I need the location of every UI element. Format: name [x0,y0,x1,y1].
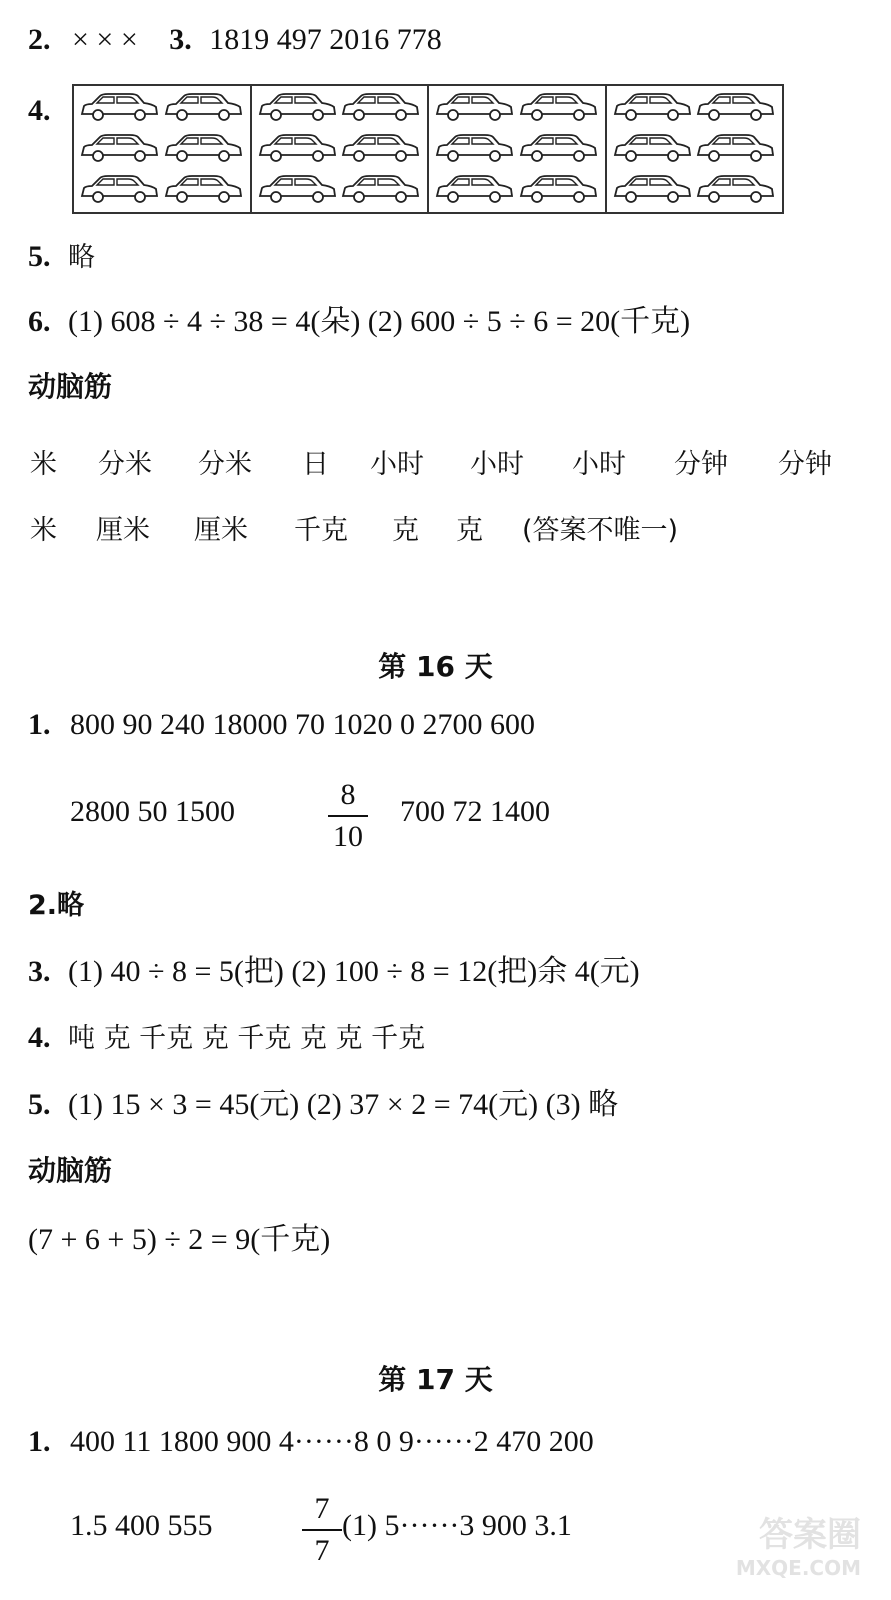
day16-q1-row2 [70,797,235,827]
car-icon [78,129,162,170]
car-group [429,86,607,212]
fraction [328,778,368,854]
day16-brain-answer [28,1225,330,1255]
answer-word: 克 [392,515,419,546]
section-title: 动脑筋 [28,370,113,403]
fraction-numerator: 8 [340,778,356,811]
answer-text: (1) 40 ÷ 8 = 5(把) (2) 100 ÷ 8 = 12(把)余 4(元) [68,955,640,988]
answer-word: 小时 [470,449,524,480]
car-group [74,86,252,212]
answer-values: 700 72 1400 [400,795,550,828]
answer-row-2-3 [28,25,442,55]
answer-text: (7 + 6 + 5) ÷ 2 = 9(千克) [28,1223,331,1256]
answer-word: 厘米 [96,515,150,546]
day16-q3 [28,957,640,987]
car-icon [78,170,162,211]
watermark [736,1507,861,1580]
day16-q1-row2b [400,797,550,827]
answer-text: 略 [68,242,95,273]
watermark-logo: 答案圈 [759,1515,861,1555]
fraction-numerator: 7 [314,1492,330,1525]
car-icon [611,129,695,170]
car-icon [433,129,517,170]
fraction-bar [302,1529,342,1531]
fraction [302,1492,342,1568]
question-4-label: 4. [28,94,51,127]
fraction-denominator: 10 [333,820,363,853]
answer-word: 日 [302,449,329,480]
car-icon [256,88,340,129]
answer-values: 1.5 400 555 [70,1509,213,1542]
question-number: 3. [28,955,51,988]
car-icon [339,88,423,129]
car-icon [256,170,340,211]
answer-word: 分钟 [674,449,728,480]
car-icon [517,88,601,129]
answer-word: 小时 [572,449,626,480]
answer-word: 千克 [294,515,348,546]
answer-values: (1) 5······3 900 3.1 [342,1509,572,1542]
day-title: 第 16 天 [378,650,493,683]
car-icon [433,170,517,211]
day17-q1-row2 [70,1511,213,1541]
car-icon [162,129,246,170]
answer-word: (答案不唯一) [522,515,679,546]
car-icon [517,170,601,211]
answer-values: 2800 50 1500 [70,795,235,828]
day-title: 第 17 天 [378,1363,493,1396]
question-number: 5. [28,1088,51,1121]
car-icon [162,170,246,211]
question-number: 6. [28,305,51,338]
answer-row-6 [28,307,690,337]
car-group [607,86,783,212]
answer-word: 分米 [98,449,152,480]
fraction-denominator: 7 [314,1534,330,1567]
day17-q1-row1 [28,1427,594,1457]
car-icon [611,88,695,129]
day16-q4 [28,1023,425,1053]
answer-text: (1) 608 ÷ 4 ÷ 38 = 4(朵) (2) 600 ÷ 5 ÷ 6 = 20(千克) [68,305,691,338]
question-number: 1. [28,1425,51,1458]
answer-word: 分米 [198,449,252,480]
car-icon [611,170,695,211]
answer-text: 2.略 [28,890,85,921]
car-icon [162,88,246,129]
car-icon [339,170,423,211]
question-number: 3. [169,23,192,56]
question-number: 2. [28,23,51,56]
fraction-bar [328,815,368,817]
car-icon [78,88,162,129]
question-number: 1. [28,708,51,741]
question-number: 4. [28,1021,51,1054]
answer-row-5 [28,242,95,272]
car-icon [256,129,340,170]
answer-word: 米 [30,515,57,546]
section-title: 动脑筋 [28,1154,113,1187]
day16-q1-row1 [28,710,535,740]
answer-word: 分钟 [778,449,832,480]
car-grid [72,84,784,214]
answer-word: 小时 [370,449,424,480]
answer-text: 吨 克 千克 克 千克 克 克 千克 [68,1023,426,1054]
answer-word: 厘米 [194,515,248,546]
car-icon [433,88,517,129]
answer-text: (1) 15 × 3 = 45(元) (2) 37 × 2 = 74(元) (3) 略 [68,1088,619,1121]
answer-word: 米 [30,449,57,480]
car-icon [694,129,778,170]
day16-q2 [28,890,84,920]
day17-q1-row2b [342,1511,572,1541]
car-icon [517,129,601,170]
answer-values: 400 11 1800 900 4······8 0 9······2 470 200 [70,1425,594,1458]
answer-marks: × × × [72,23,138,56]
car-group [252,86,430,212]
car-icon [339,129,423,170]
car-icon [694,170,778,211]
watermark-url: MXQE.COM [735,1556,861,1580]
car-icon [694,88,778,129]
day16-q5 [28,1090,618,1120]
question-number: 5. [28,240,51,273]
answer-values: 1819 497 2016 778 [209,23,442,56]
answer-values: 800 90 240 18000 70 1020 0 2700 600 [70,708,535,741]
answer-word: 克 [456,515,483,546]
